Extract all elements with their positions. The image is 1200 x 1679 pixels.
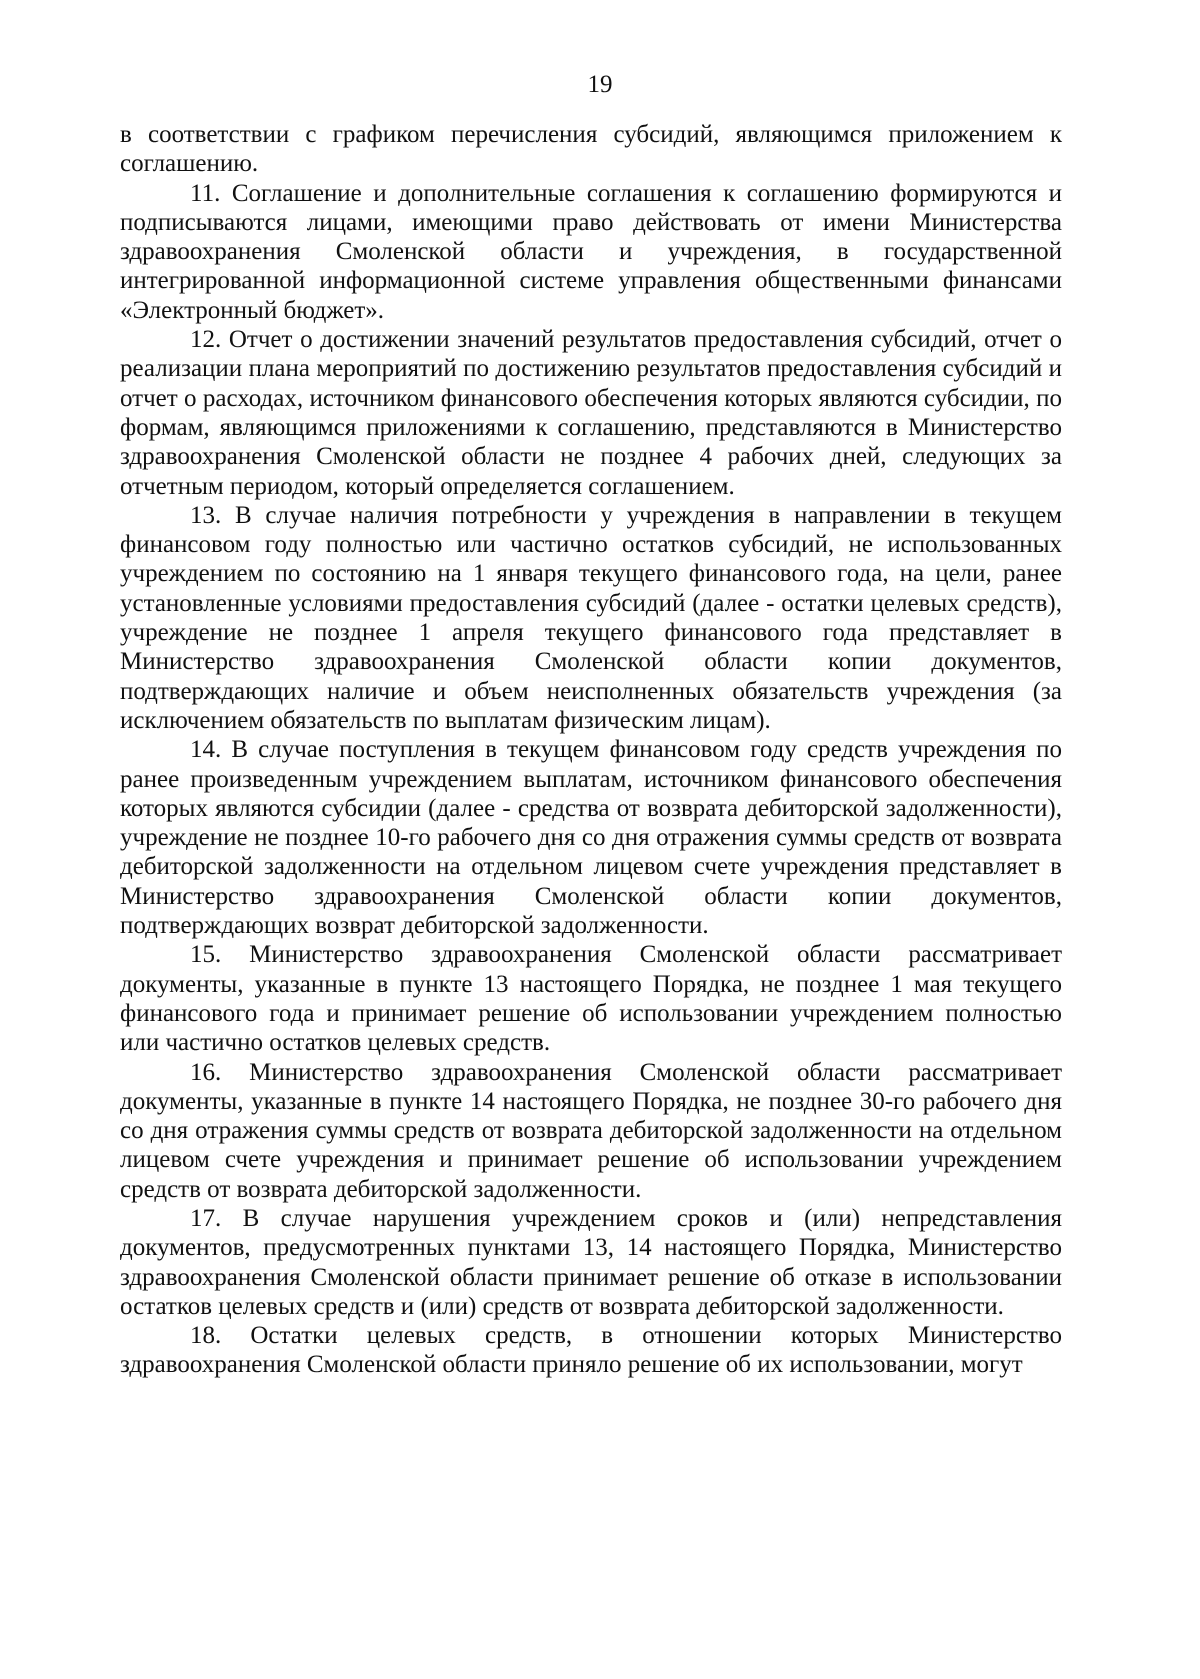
paragraph-item-18: 18. Остатки целевых средств, в отношении которых Министерство здравоохранения Смоленской области приняло решение об их использовании, могут bbox=[120, 1322, 1062, 1379]
page-number: 19 bbox=[587, 71, 613, 98]
paragraph-item-17: 17. В случае нарушения учреждением сроков и (или) непредставления документов, предусмотренных пунктами 13, 14 настоящего Порядка, Министерство здравоохранения Смоленской области принимает решение об отказе в использовании остатков целевых средств и (или) средств от возврата дебиторской задолженности. bbox=[120, 1204, 1062, 1320]
document-body bbox=[120, 120, 1062, 1380]
paragraph-item-14: 14. В случае поступления в текущем финансовом году средств учреждения по ранее произведенным учреждением выплатам, источником финансового обеспечения которых являются субсидии (далее - средства от возврата дебиторской задолженности), учреждение не позднее 10-го рабочего дня со дня отражения суммы средств от возврата дебиторской задолженности на отдельном лицевом счете учреждения представляет в Министерство здравоохранения Смоленской области копии документов, подтверждающих возврат дебиторской задолженности. bbox=[120, 736, 1062, 940]
paragraph-item-12: 12. Отчет о достижении значений результатов предоставления субсидий, отчет о реализации плана мероприятий по достижению результатов предоставления субсидий и отчет о расходах, источником финансового обеспечения которых являются субсидии, по формам, являющимся приложениями к соглашению, представляются в Министерство здравоохранения Смоленской области не позднее 4 рабочих дней, следующих за отчетным периодом, который определяется соглашением. bbox=[120, 326, 1062, 500]
paragraph-item-16: 16. Министерство здравоохранения Смоленской области рассматривает документы, указанные в пункте 14 настоящего Порядка, не позднее 30-го рабочего дня со дня отражения суммы средств от возврата дебиторской задолженности на отдельном лицевом счете учреждения и принимает решение об использовании учреждением средств от возврата дебиторской задолженности. bbox=[120, 1058, 1062, 1203]
paragraph-item-13: 13. В случае наличия потребности у учреждения в направлении в текущем финансовом году полностью или частично остатков субсидий, не использованных учреждением по состоянию на 1 января текущего финансового года, на цели, ранее установленные условиями предоставления субсидий (далее - остатки целевых средств), учреждение не позднее 1 апреля текущего финансового года представляет в Министерство здравоохранения Смоленской области копии документов, подтверждающих наличие и объем неисполненных обязательств учреждения (за исключением обязательств по выплатам физическим лицам). bbox=[120, 501, 1062, 734]
paragraph-continuation: в соответствии с графиком перечисления субсидий, являющимся приложением к соглашению. bbox=[120, 121, 1062, 178]
paragraph-item-11: 11. Соглашение и дополнительные соглашения к соглашению формируются и подписываются лицами, имеющими право действовать от имени Министерства здравоохранения Смоленской области и учреждения, в государственной интегрированной информационной системе управления общественными финансами «Электронный бюджет». bbox=[120, 179, 1062, 324]
paragraph-item-15: 15. Министерство здравоохранения Смоленской области рассматривает документы, указанные в пункте 13 настоящего Порядка, не позднее 1 мая текущего финансового года и принимает решение об использовании учреждением полностью или частично остатков целевых средств. bbox=[120, 941, 1062, 1057]
